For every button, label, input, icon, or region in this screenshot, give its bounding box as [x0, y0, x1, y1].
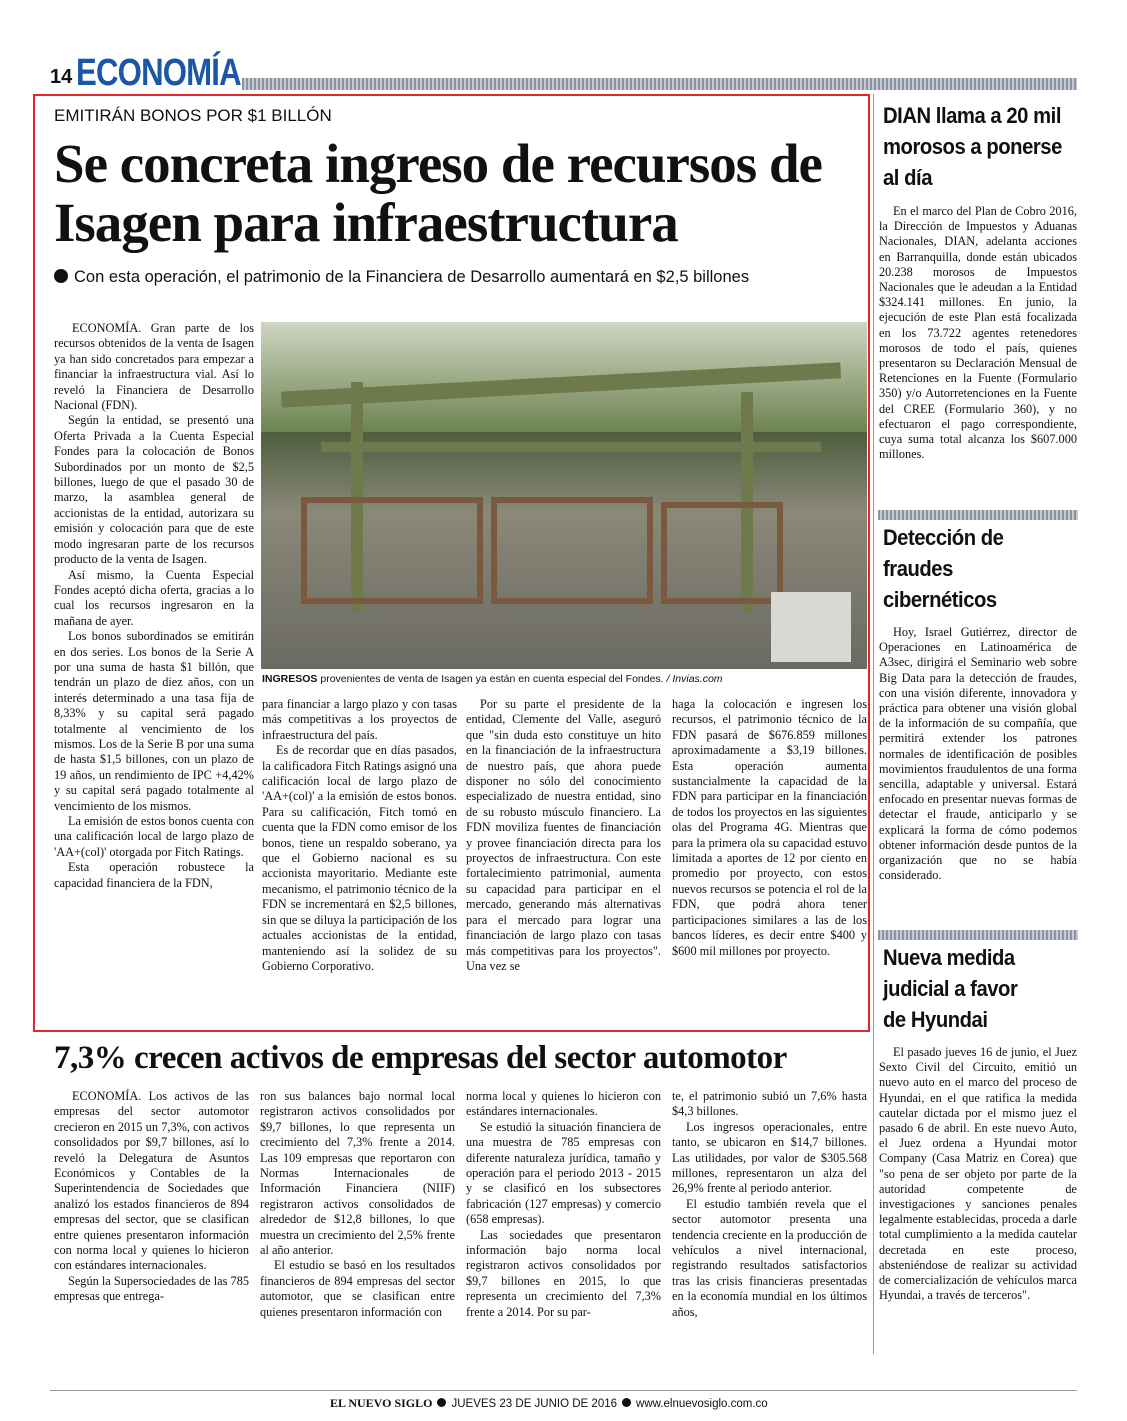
paragraph: Los ingresos operacionales, entre tanto, se ubicaron en $14,7 billones. Las utilidades, por valor de $305.568 millones, representaron un alza del 26,9% frente al periodo anterior. — [672, 1119, 867, 1196]
paragraph: Los bonos subordinados se emitirán en dos series. Los bonos de la Serie A por una suma de hasta $1 billón, que tendrán un plazo de diez años, con un interés determinado a una tasa fija de 8,33% y su capital será pagado totalmente al vencimiento de los mismos. Los de la Serie B por una suma de hasta $1,5 billones, con un plazo de 19 años, un rendimiento de IPC +4,42% y su capital será pagado totalmente al vencimiento de los mismos. — [54, 629, 254, 813]
photo-frame — [661, 502, 783, 604]
paragraph: te, el patrimonio subió un 7,6% hasta $4,3 billones. — [672, 1089, 867, 1119]
article-column-4 — [672, 697, 867, 959]
photo-frame — [491, 497, 653, 604]
second-article-headline: 7,3% crecen activos de empresas del sector automotor — [54, 1040, 787, 1076]
caption-text: provenientes de venta de Isagen ya están en cuenta especial del Fondes. — [317, 673, 664, 685]
photo-frame — [301, 497, 483, 604]
article-kicker: EMITIRÁN BONOS POR $1 BILLÓN — [54, 106, 332, 125]
page-footer — [330, 1396, 768, 1411]
paragraph: haga la colocación e ingresen los recursos, el patrimonio técnico de la FDN pasará de $676.859 millones aproximadamente a $3,19 billones. Esta operación aumenta sustancialmente la capacidad de la FDN para participar en la financiación de todos los proyectos en las siguientes olas del Programa 4G. Mientras que para la primera ola su capacidad estuvo limitada a aportes de 12 por ciento en promedio por proyecto, con estos nuevos recursos se potencia el rol de la FDN, que podrá ahora tener participaciones similares a las de los bancos líderes, es decir entre $400 y $600 mil millones por proyecto. — [672, 697, 867, 958]
paragraph: para financiar a largo plazo y con tasas más competitivas a los proyectos de infraestructura del país. — [262, 697, 457, 742]
paragraph: ron sus balances bajo normal local registraron activos consolidados por $9,7 billones, lo que representa un crecimiento del 7,3% frente a 2014. Las 109 empresas que reportaron con Normas Internacionales de Información Financiera (NIIF) registraron activos consolidados de alrededor de $12,8 billones, lo que muestra un crecimiento del 2,5% frente al año anterior. — [260, 1089, 455, 1258]
paragraph: La emisión de estos bonos cuenta con una calificación local de largo plazo de 'AA+(col)' otorgada por Fitch Ratings. — [54, 814, 254, 859]
sidebar-divider — [873, 94, 874, 1354]
paragraph: Esta operación robustece la capacidad financiera de la FDN, — [54, 860, 254, 890]
paragraph: ECONOMÍA. Los activos de las empresas del sector automotor crecieron en 2015 un 7,3%, con activos consolidados por $9,7 billones, así lo reveló la Delegatura de Asuntos Económicos y Contables de la Superintendencia de Sociedades que analizó los estados financieros de 894 empresas del sector, que se clasifican entre quienes presentaron información con norma local y quienes lo hicieron con estándares internacionales. — [54, 1089, 249, 1273]
article-column-3 — [466, 697, 661, 974]
sidebar-rule — [878, 930, 1078, 940]
photo-caption — [262, 673, 868, 685]
second-column-1 — [54, 1089, 249, 1305]
paragraph: Así mismo, la Cuenta Especial Fondes aceptó dicha oferta, gracias a lo cual los recursos ingresaron en la mañana de ayer. — [54, 567, 254, 628]
paragraph: Por su parte el presidente de la entidad, Clemente del Valle, aseguró que "sin duda esto constituye un hito en la financiación de la infraestructura de nuestro país, que ahora puede disponer no sólo del conocimiento especializado de nuestra entidad, sino de su robusto músculo financiero. La FDN moviliza fuentes de financiación y provee financiación directa para los proyectos de infraestructura. Con este fortalecimiento patrimonial, aumenta su capacidad para participar en el mercado, generando más alternativas para el mercado para lograr una financiación de largo plazo con tasas más competitivas para los proyectos". Una vez se — [466, 697, 661, 973]
caption-bold: INGRESOS — [262, 673, 318, 685]
sidebar-story-2 — [879, 625, 1077, 883]
paragraph: norma local y quienes lo hicieron con estándares internacionales. — [466, 1089, 661, 1119]
bullet-icon — [437, 1398, 446, 1407]
article-summary — [54, 268, 864, 287]
article-column-2 — [262, 697, 457, 974]
paragraph: ECONOMÍA. Gran parte de los recursos obtenidos de la venta de Isagen ya han sido concretados para empezar a financiar la infraestructura vial. Así lo reveló la Financiera de Desarrollo Nacional (FDN). — [54, 321, 254, 413]
header-rule — [242, 78, 1077, 90]
page-number: 14 — [50, 66, 73, 88]
footer-url: www.elnuevosiglo.com.co — [636, 1398, 768, 1410]
paragraph: El pasado jueves 16 de junio, el Juez Sexto Civil del Circuito, emitió un nuevo auto en el marco del proceso de Hyundai, en el que ratifica la medida cautelar dictada por el mismo juez el pasado 6 de abril. En este nuevo Auto, el Juez ordena a Hyundai motor Company (Casa Matriz en Corea) que "so pena de ser objeto por parte de la autoridad competente de investigaciones y sanciones penales legalmente establecidas, proceda a darle total cumplimiento a la medida cautelar decretada en este proceso, absteniéndose de realizar su actividad de comercialización de vehículos marca Hyundai, a través de terceros". — [879, 1045, 1077, 1303]
caption-credit: / Invias.com — [663, 673, 723, 685]
sidebar-story-1 — [879, 204, 1077, 462]
footer-brand: EL NUEVO SIGLO — [330, 1396, 433, 1410]
article-photo — [261, 322, 867, 669]
paragraph: El estudio también revela que el sector automotor presenta una tendencia creciente en la producción de vehículos a nivel internacional, registrando resultados satisfactorios tras las crisis financieras presentadas en la economía mundial en los últimos años, — [672, 1196, 867, 1319]
paragraph: Hoy, Israel Gutiérrez, director de Operaciones en Latinoamérica de A3sec, dirigirá el Seminario web sobre Big Data para la detección de fraudes, con una visión diferente, innovadora y práctica para obtener una visión global de la información de su compañía, que permitirá extender los patrones normales de identificación de posibles movimientos fraudulentos de una forma sencilla, adaptable y universal. Estará enfocado en presentar nuevas formas de detectar el fraude, anticiparlo y se explicará la forma de cómo podemos obtener información desde puntos de la organización que no se había considerado. — [879, 625, 1077, 883]
second-column-2 — [260, 1089, 455, 1320]
sidebar-headline-3: Nueva medida judicial a favor de Hyundai — [883, 945, 1018, 1032]
paragraph: Las sociedades que presentaron información bajo norma local registraron activos consolidados por $9,7 billones en 2015, lo que representa un crecimiento del 7,3% frente a 2014. Por su par- — [466, 1227, 661, 1319]
second-column-3 — [466, 1089, 661, 1320]
paragraph: Según la Supersociedades de las 785 empresas que entrega- — [54, 1273, 249, 1304]
paragraph: En el marco del Plan de Cobro 2016, la Dirección de Impuestos y Aduanas Nacionales, DIAN, adelanta acciones en Barranquilla, donde están ubicados 20.238 morosos de Impuestos Nacionales que le adeudan a la Entidad $324.141 millones. En junio, la ejecución de este Plan está focalizada en los 73.722 agentes retenedores morosos de todo el país, quienes presentaron su Declaración Mensual de Retenciones en la Fuente (Formulario 350) y/o Autorretenciones en la Fuente del CREE (Formulario 360), y no efectuaron el pago correspondiente, cuya suma total alcanza los $607.000 millones. — [879, 204, 1077, 462]
paragraph: Según la entidad, se presentó una Oferta Privada a la Cuenta Especial Fondes para la colocación de Bonos Subordinados por un monto de $2,5 billones, luego de que el pasado 30 de marzo, la asamblea general de accionistas de la entidad, autorizara su emisión y colocación para que de este modo ingresaran parte de los recursos producto de la venta de Isagen. — [54, 413, 254, 567]
sidebar-headline-1: DIAN llama a 20 mil morosos a ponerse al día — [883, 103, 1062, 190]
bullet-icon — [622, 1398, 631, 1407]
footer-rule — [50, 1390, 1077, 1391]
article-headline: Se concreta ingreso de recursos de Isagen para infraestructura — [54, 133, 822, 253]
paragraph: El estudio se basó en los resultados financieros de 894 empresas del sector automotor, que se clasifican entre quienes presentaron información con — [260, 1258, 455, 1319]
second-column-4 — [672, 1089, 867, 1320]
footer-date: JUEVES 23 DE JUNIO DE 2016 — [451, 1398, 618, 1410]
paragraph: Es de recordar que en días pasados, la calificadora Fitch Ratings asignó una calificación local de largo plazo de 'AA+(col)' a la emisión de estos bonos. Para su calificación, Fitch tomó en cuenta que la FDN como emisor de los bonos, tiene un respaldo soberano, ya que el Gobierno nacional es su accionista mayoritario. Mediante este mecanismo, el patrimonio técnico de la FDN se incrementará en $2,5 billones, sin que se diluya la participación de los actuales accionistas de la entidad, manteniendo así la solidez de su Gobierno Corporativo. — [262, 743, 457, 973]
photo-machine — [771, 592, 851, 662]
paragraph: Se estudió la situación financiera de una muestra de 785 empresas con diferente naturaleza jurídica, tamaño y operación para el periodo 2013 - 2015 y se clasificó en los subsectores fabricación (127 empresas) y comercio (658 empresas). — [466, 1119, 661, 1227]
article-column-1 — [54, 321, 254, 891]
section-title: ECONOMÍA — [76, 52, 241, 94]
sidebar-rule — [878, 510, 1078, 520]
sidebar-headline-2: Detección de fraudes cibernéticos — [883, 525, 1004, 612]
summary-text: Con esta operación, el patrimonio de la Financiera de Desarrollo aumentará en $2,5 billones — [74, 268, 750, 286]
sidebar-story-3 — [879, 1045, 1077, 1303]
bullet-icon — [54, 269, 68, 283]
